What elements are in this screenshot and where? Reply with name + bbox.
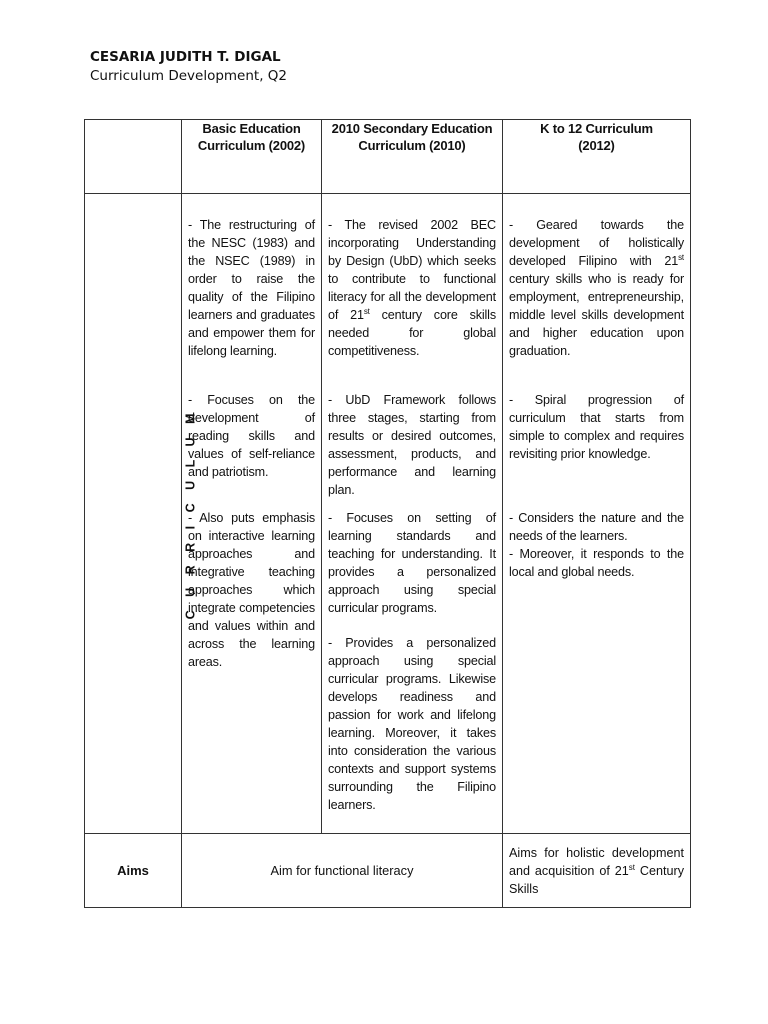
header-bec-line1: Basic Education [202, 121, 301, 136]
header-bec-line2: Curriculum (2002) [197, 138, 306, 153]
aims-row-label: Aims [85, 834, 182, 908]
header-k12 [503, 120, 691, 194]
curriculum-comparison-table [84, 119, 691, 908]
sec-cell [322, 194, 503, 834]
header-corner-cell [85, 120, 182, 194]
sec-paragraph-3: - Focuses on setting of learning standards and teaching for understanding. It provides a personalized approach using special curricular programs. [328, 511, 496, 615]
course-title: Curriculum Development, Q2 [90, 68, 288, 84]
bec-paragraph-3: - Also puts emphasis on interactive learning approaches and integrative teaching approaches which integrate competencies and values within and across the learning areas. [188, 511, 315, 669]
aims-row [85, 834, 691, 908]
k12-paragraph-4: - Moreover, it responds to the local and global needs. [509, 547, 684, 579]
k12-cell [503, 194, 691, 834]
sec-paragraph-2: - UbD Framework follows three stages, starting from results or desired outcomes, assessment, products, and performance and learning plan. [328, 393, 496, 497]
header-k12-line1: K to 12 Curriculum [540, 121, 653, 136]
curriculum-row [85, 194, 691, 834]
aims-bec-sec: Aim for functional literacy [182, 834, 503, 908]
document-header [90, 48, 287, 86]
bec-cell [182, 194, 322, 834]
k12-paragraph-3: - Considers the nature and the needs of the learners. [509, 511, 684, 543]
header-sec-line1: 2010 Secondary Education [331, 121, 493, 136]
header-sec-line2: Curriculum (2010) [358, 138, 466, 153]
aims-k12: Aims for holistic development and acquisition of 21st Century Skills [503, 834, 691, 908]
author-name: CESARIA JUDITH T. DIGAL [90, 49, 281, 65]
bec-paragraph-2: - Focuses on the development of reading skills and values of self-reliance and patriotism. [188, 393, 315, 479]
k12-paragraph-2: - Spiral progression of curriculum that starts from simple to complex and requires revisiting prior knowledge. [509, 393, 684, 461]
sec-paragraph-4: - Provides a personalized approach using special curricular programs. Likewise develops readiness and passion for work and lifelong learning. Moreover, it takes into consideration the various contexts and support systems surrounding the Filipino learners. [328, 636, 496, 812]
curriculum-vertical-label: C U R R I C U L U M [183, 408, 198, 619]
bec-paragraph-1: - The restructuring of the NESC (1983) and the NSEC (1989) in order to raise the quality of the Filipino learners and graduates and empower them for lifelong learning. [188, 218, 315, 358]
sec-paragraph-1: - The revised 2002 BEC incorporating Understanding by Design (UbD) which seeks to contribute to functional literacy for all the development of 21st century core skills needed for global competitiveness. [328, 218, 496, 358]
header-k12-line2: (2012) [578, 138, 615, 153]
table-header-row [85, 120, 691, 194]
curriculum-row-label [85, 194, 198, 834]
k12-paragraph-1: - Geared towards the development of holistically developed Filipino with 21st century skills who is ready for employment, entrepreneurship, middle level skills development and higher education upon graduation. [509, 218, 684, 358]
header-sec [322, 120, 503, 194]
header-bec [182, 120, 322, 194]
